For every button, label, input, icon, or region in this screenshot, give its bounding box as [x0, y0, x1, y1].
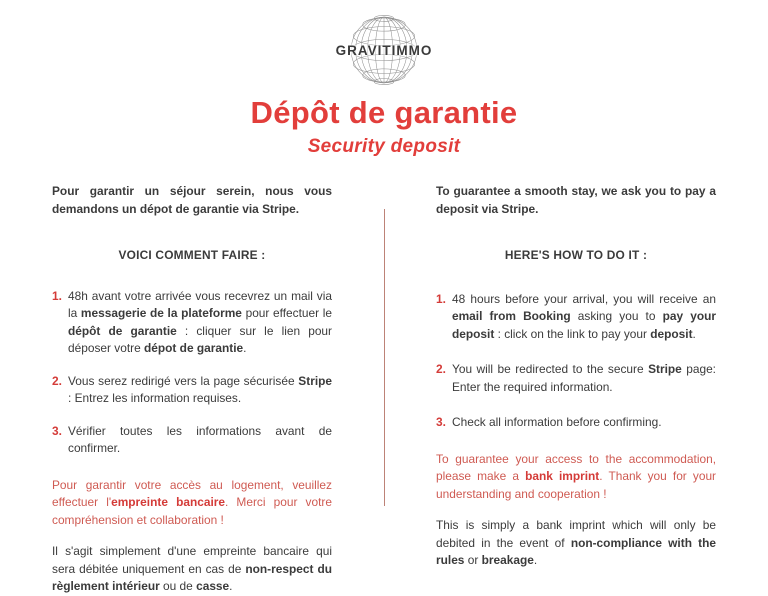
english-steps-heading: HERE'S HOW TO DO IT : — [504, 248, 648, 262]
list-item — [52, 423, 332, 458]
list-item — [436, 361, 716, 396]
logo — [335, 9, 433, 91]
english-intro: To guarantee a smooth stay, we ask you to pay a deposit via Stripe. — [436, 184, 716, 216]
step-number: 2. — [52, 373, 62, 388]
french-red-notice: Pour garantir votre accès au logement, veuillez effectuer l'empreinte bancaire. Merci pour votre compréhension et collaboration ! — [52, 477, 332, 527]
page-subtitle: Security deposit — [307, 136, 461, 157]
step-text: Vérifier toutes les informations avant de confirmer. — [68, 423, 332, 455]
list-item — [52, 373, 332, 408]
list-item — [436, 291, 716, 344]
french-footer-paragraph: Il s'agit simplement d'une empreinte bancaire qui sera débitée uniquement en cas de non-respect du règlement intérieur ou de casse. — [52, 544, 332, 593]
step-number: 1. — [52, 288, 62, 303]
column-divider — [384, 209, 385, 506]
step-text: You will be redirected to the secure Stripe page: Enter the required information. — [452, 362, 716, 394]
step-number: 3. — [52, 423, 62, 438]
french-column — [52, 183, 332, 596]
brand-name: GRAVITIMMO — [335, 42, 433, 58]
security-deposit-page — [0, 9, 768, 593]
step-text: 48h avant votre arrivée vous recevrez un mail via la messagerie de la plateforme pour effectuer le dépôt de garantie : cliquer sur le lien pour déposer votre dépot de garantie. — [68, 288, 333, 355]
page-title: Dépôt de garantie — [250, 95, 518, 130]
french-steps-heading: VOICI COMMENT FAIRE : — [118, 248, 266, 262]
step-text: Check all information before confirming. — [452, 415, 662, 429]
step-number: 3. — [436, 415, 446, 429]
step-text: 48 hours before your arrival, you will receive an email from Booking asking you to pay your deposit : click on the link to pay your deposit. — [452, 291, 716, 341]
list-item — [436, 414, 716, 432]
step-number: 2. — [436, 362, 446, 376]
french-steps-list — [52, 288, 332, 458]
french-intro: Pour garantir un séjour serein, nous vous demandons un dépot de garantie via Stripe. — [52, 184, 332, 216]
english-footer-paragraph: This is simply a bank imprint which will only be debited in the event of non-compliance with the rules or breakage. — [436, 518, 716, 567]
step-number: 1. — [436, 291, 446, 306]
english-steps-list — [436, 291, 716, 432]
english-column — [436, 183, 716, 596]
english-red-notice: To guarantee your access to the accommodation, please make a bank imprint. Thank you for your understanding and cooperation ! — [436, 451, 717, 501]
list-item — [52, 288, 332, 358]
step-text: Vous serez redirigé vers la page sécurisée Stripe : Entrez les information requises. — [68, 373, 332, 405]
